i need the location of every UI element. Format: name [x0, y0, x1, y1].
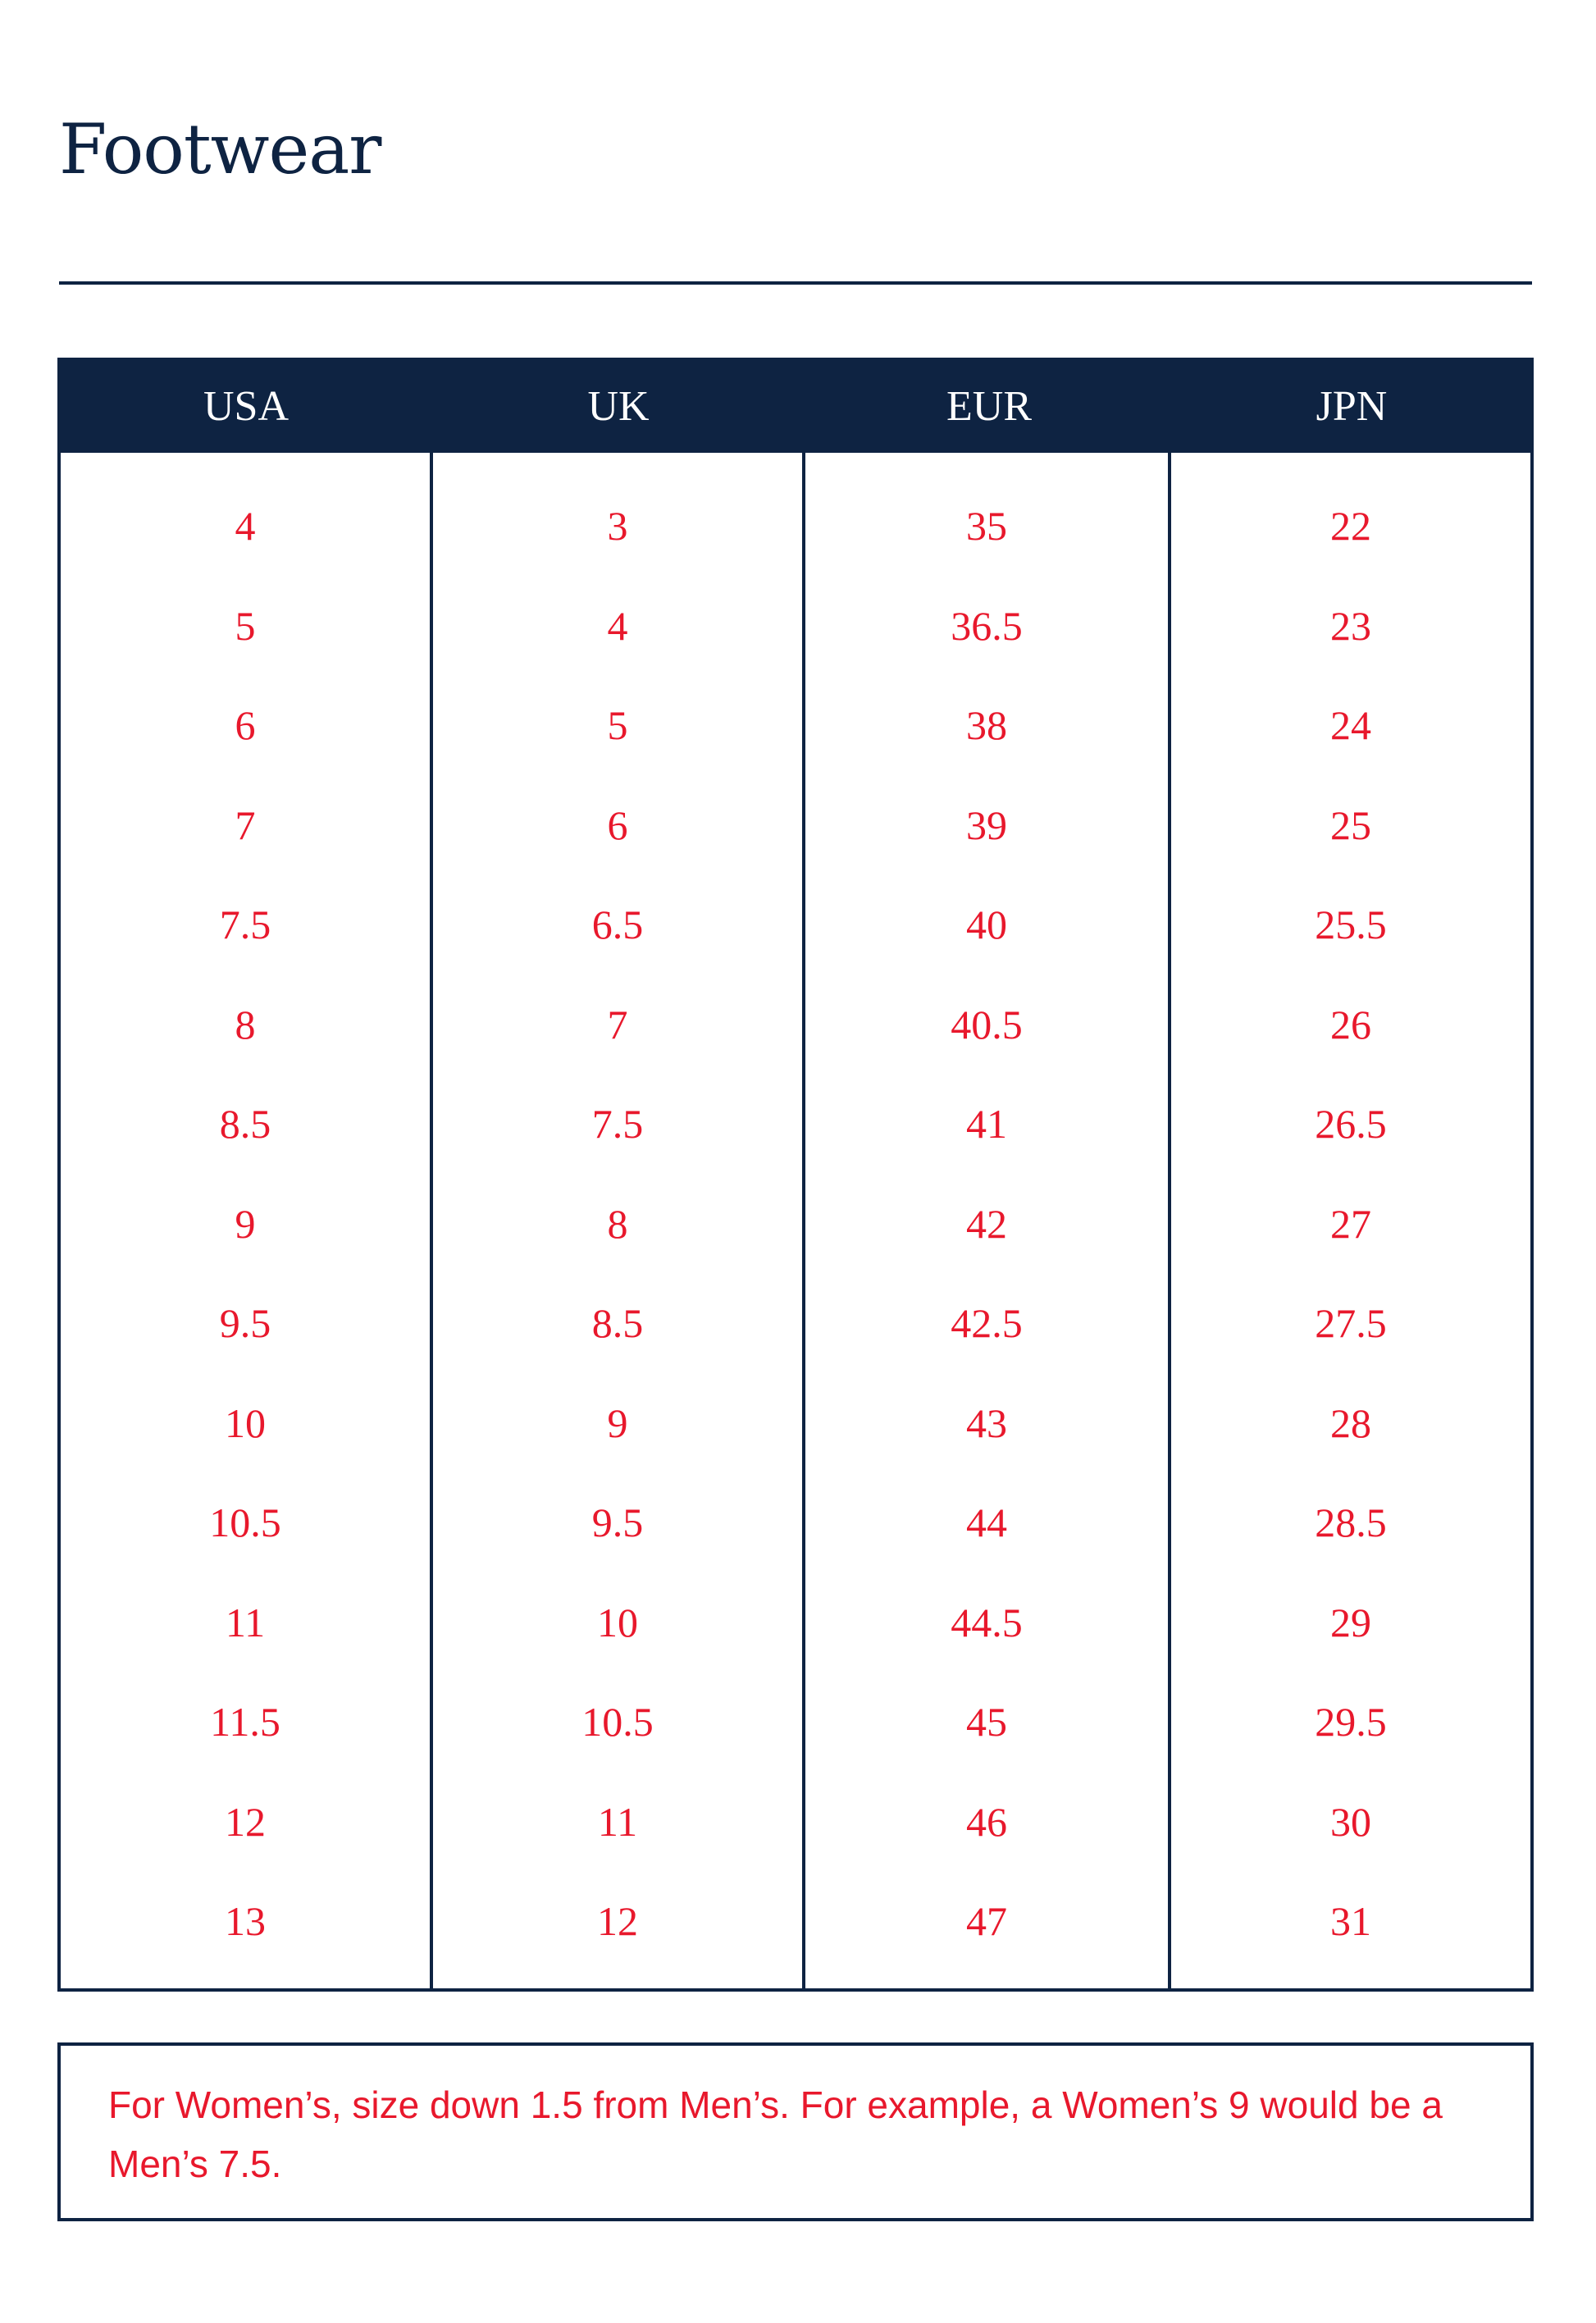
sizing-note: For Women’s, size down 1.5 from Men’s. For example, a Women’s 9 would be a Men’s 7.5.: [108, 2083, 1443, 2185]
size-conversion-table: [57, 358, 1534, 1992]
table-cell: 10: [225, 1399, 266, 1446]
table-cell: 25.5: [1315, 901, 1387, 947]
table-cell: 8.5: [219, 1101, 271, 1147]
table-cell: 40.5: [951, 1001, 1023, 1047]
table-cell: 43: [966, 1399, 1007, 1446]
title-divider: [59, 281, 1532, 285]
table-cell: 8: [235, 1001, 256, 1047]
table-cell: 22: [1330, 503, 1371, 549]
table-cell: 26.5: [1315, 1101, 1387, 1147]
table-cell: 26: [1330, 1001, 1371, 1047]
table-cell: 39: [966, 801, 1007, 848]
table-cell: 6: [235, 702, 256, 748]
table-cell: 10.5: [581, 1699, 654, 1745]
table-cell: 6: [607, 801, 628, 848]
table-cell: 12: [225, 1798, 266, 1845]
table-cell: 11: [225, 1599, 266, 1645]
header-uk: UK: [587, 383, 650, 430]
table-cell: 27.5: [1315, 1300, 1387, 1346]
table-cell: 10.5: [209, 1499, 281, 1545]
header-usa: USA: [203, 383, 290, 430]
table-cell: 40: [966, 901, 1007, 947]
table-cell: 4: [235, 503, 256, 549]
table-cell: 23: [1330, 602, 1371, 649]
table-cell: 5: [607, 702, 628, 748]
table-cell: 46: [966, 1798, 1007, 1845]
table-cell: 44.5: [951, 1599, 1023, 1645]
table-cell: 35: [966, 503, 1007, 549]
table-cell: 4: [607, 602, 628, 649]
table-cell: 27: [1330, 1200, 1371, 1247]
sizing-note-box: [57, 2042, 1534, 2221]
page-title: Footwear: [59, 109, 381, 189]
table-cell: 6.5: [591, 901, 644, 947]
table-cell: 3: [607, 503, 628, 549]
table-cell: 36.5: [951, 602, 1023, 649]
table-cell: 11: [597, 1798, 638, 1845]
table-cell: 7.5: [591, 1101, 644, 1147]
table-cell: 10: [597, 1599, 638, 1645]
table-cell: 24: [1330, 702, 1371, 748]
table-header: [61, 361, 1530, 453]
table-cell: 9.5: [591, 1499, 644, 1545]
table-cell: 25: [1330, 801, 1371, 848]
table-cell: 28.5: [1315, 1499, 1387, 1545]
table-cell: 13: [225, 1898, 266, 1944]
table-cell: 41: [966, 1101, 1007, 1147]
table-cell: 9: [607, 1399, 628, 1446]
table-cell: 31: [1330, 1898, 1371, 1944]
table-cell: 8: [607, 1200, 628, 1247]
table-cell: 42: [966, 1200, 1007, 1247]
table-cell: 30: [1330, 1798, 1371, 1845]
table-cell: 5: [235, 602, 256, 649]
table-cell: 47: [966, 1898, 1007, 1944]
table-cell: 38: [966, 702, 1007, 748]
table-cell: 45: [966, 1699, 1007, 1745]
table-cell: 8.5: [591, 1300, 644, 1346]
table-cell: 28: [1330, 1399, 1371, 1446]
table-cell: 7: [607, 1001, 628, 1047]
table-cell: 29: [1330, 1599, 1371, 1645]
header-eur: EUR: [946, 383, 1032, 430]
table-cell: 44: [966, 1499, 1007, 1545]
table-cell: 12: [597, 1898, 638, 1944]
header-jpn: JPN: [1316, 383, 1388, 430]
table-cell: 42.5: [951, 1300, 1023, 1346]
table-cell: 9.5: [219, 1300, 271, 1346]
table-cell: 9: [235, 1200, 256, 1247]
table-cell: 11.5: [210, 1699, 280, 1745]
table-cell: 7.5: [219, 901, 271, 947]
table-cell: 7: [235, 801, 256, 848]
table-cell: 29.5: [1315, 1699, 1387, 1745]
